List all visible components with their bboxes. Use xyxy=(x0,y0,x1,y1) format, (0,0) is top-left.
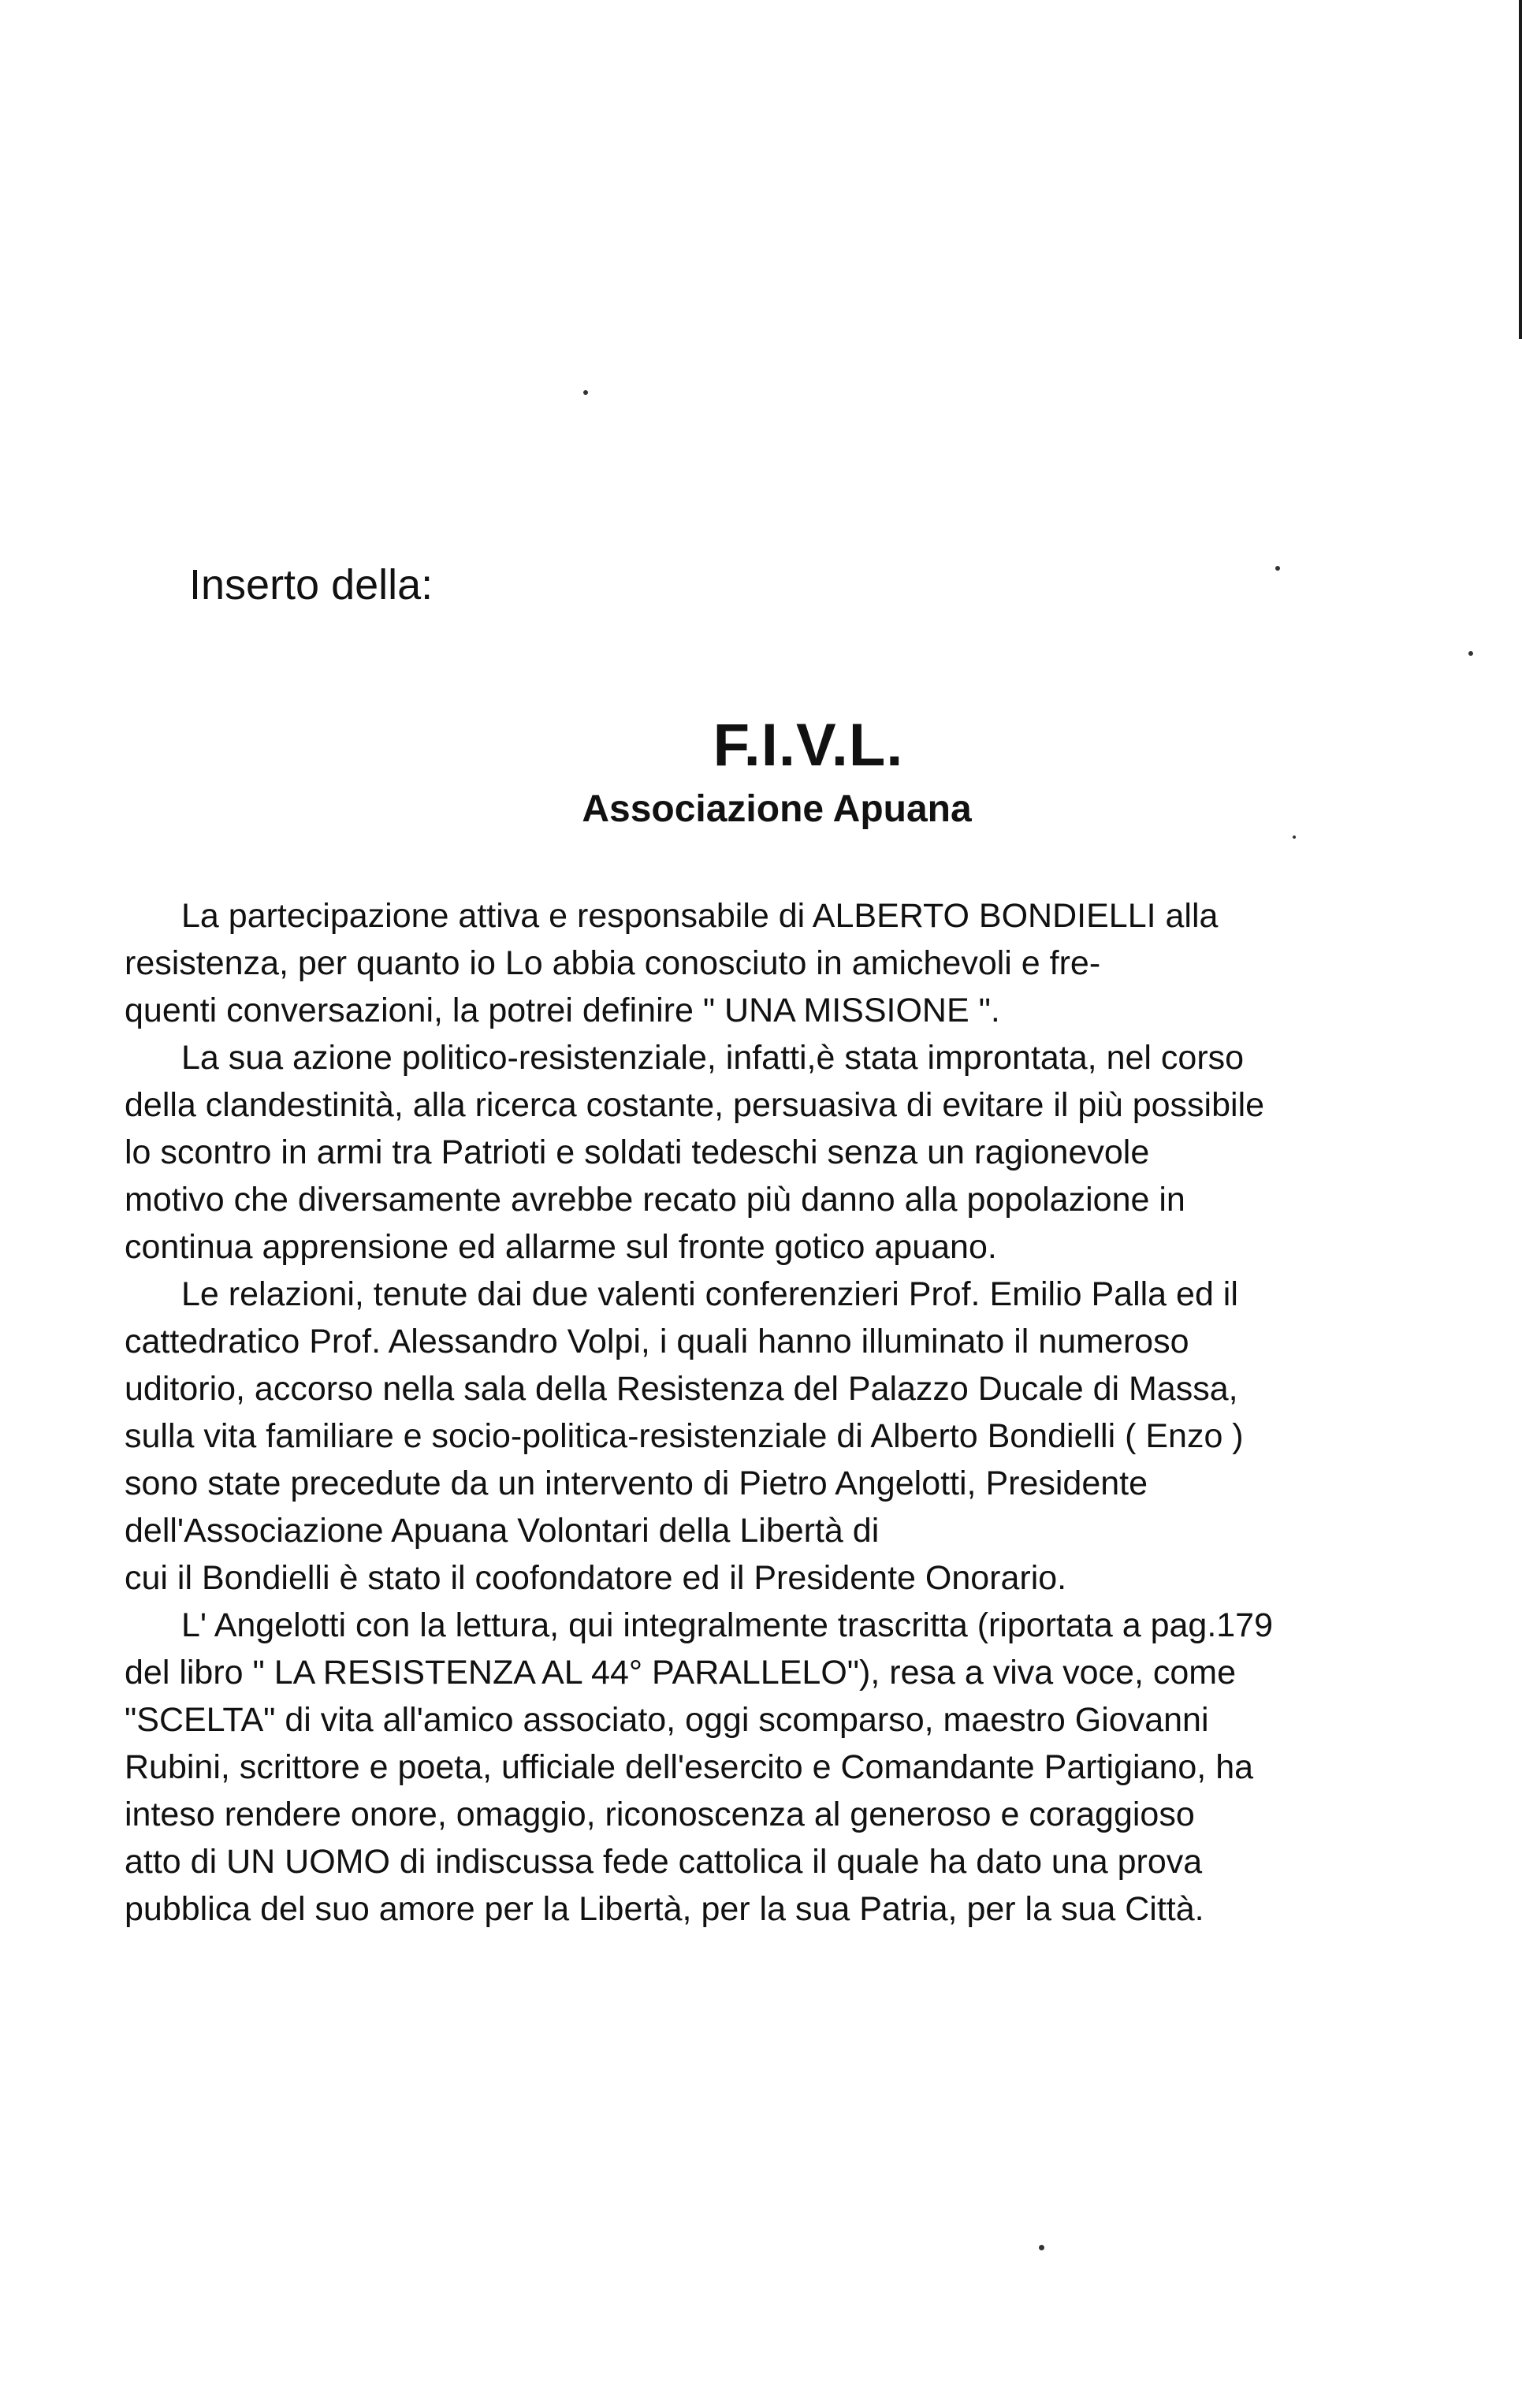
body-line: del libro " LA RESISTENZA AL 44° PARALLELO"), resa a viva voce, come xyxy=(125,1654,1237,1692)
body-line: cattedratico Prof. Alessandro Volpi, i quali hanno illuminato il numeroso xyxy=(125,1323,1189,1360)
body-line: pubblica del suo amore per la Libertà, per la sua Patria, per la sua Città. xyxy=(125,1890,1204,1928)
body-line: quenti conversazioni, la potrei definire " UNA MISSIONE ". xyxy=(125,992,1000,1029)
article-body xyxy=(125,892,1425,1933)
body-line: dell'Associazione Apuana Volontari della Libertà di xyxy=(125,1512,880,1550)
insert-header-label: Inserto della: xyxy=(189,561,434,609)
scan-speck xyxy=(1275,566,1280,571)
body-line: Rubini, scrittore e poeta, ufficiale dell'esercito e Comandante Partigiano, ha xyxy=(125,1748,1254,1786)
body-line: atto di UN UOMO di indiscussa fede cattolica il quale ha dato una prova xyxy=(125,1843,1203,1881)
body-line: uditorio, accorso nella sala della Resistenza del Palazzo Ducale di Massa, xyxy=(125,1370,1238,1408)
scan-speck xyxy=(1039,2245,1044,2250)
body-line: La sua azione politico-resistenziale, infatti,è stata improntata, nel corso xyxy=(181,1039,1245,1077)
body-line: resistenza, per quanto io Lo abbia conosciuto in amichevoli e fre- xyxy=(125,944,1101,982)
body-line: lo scontro in armi tra Patrioti e soldati tedeschi senza un ragionevole xyxy=(125,1133,1150,1171)
body-line: L' Angelotti con la lettura, qui integralmente trascritta (riportata a pag.179 xyxy=(181,1606,1274,1644)
body-line: inteso rendere onore, omaggio, riconoscenza al generoso e coraggioso xyxy=(125,1796,1195,1833)
body-line: della clandestinità, alla ricerca costante, persuasiva di evitare il più possibile xyxy=(125,1086,1265,1124)
body-line: La partecipazione attiva e responsabile di ALBERTO BONDIELLI alla xyxy=(181,897,1219,935)
organization-name: F.I.V.L. xyxy=(713,712,904,779)
scan-speck xyxy=(583,390,588,395)
scan-speck xyxy=(1468,651,1473,656)
body-line: motivo che diversamente avrebbe recato più danno alla popolazione in xyxy=(125,1181,1185,1219)
organization-subtitle: Associazione Apuana xyxy=(582,788,972,830)
body-line: sulla vita familiare e socio-politica-resistenziale di Alberto Bondielli ( Enzo ) xyxy=(125,1417,1244,1455)
body-line: "SCELTA" di vita all'amico associato, oggi scomparso, maestro Giovanni xyxy=(125,1701,1209,1739)
body-line: cui il Bondielli è stato il coofondatore ed il Presidente Onorario. xyxy=(125,1559,1067,1597)
body-line: continua apprensione ed allarme sul fronte gotico apuano. xyxy=(125,1228,997,1266)
body-line: sono state precedute da un intervento di Pietro Angelotti, Presidente xyxy=(125,1465,1148,1502)
page-edge-shadow xyxy=(1519,0,1522,339)
scan-speck xyxy=(1293,836,1296,839)
body-line: Le relazioni, tenute dai due valenti conferenzieri Prof. Emilio Palla ed il xyxy=(181,1275,1238,1313)
